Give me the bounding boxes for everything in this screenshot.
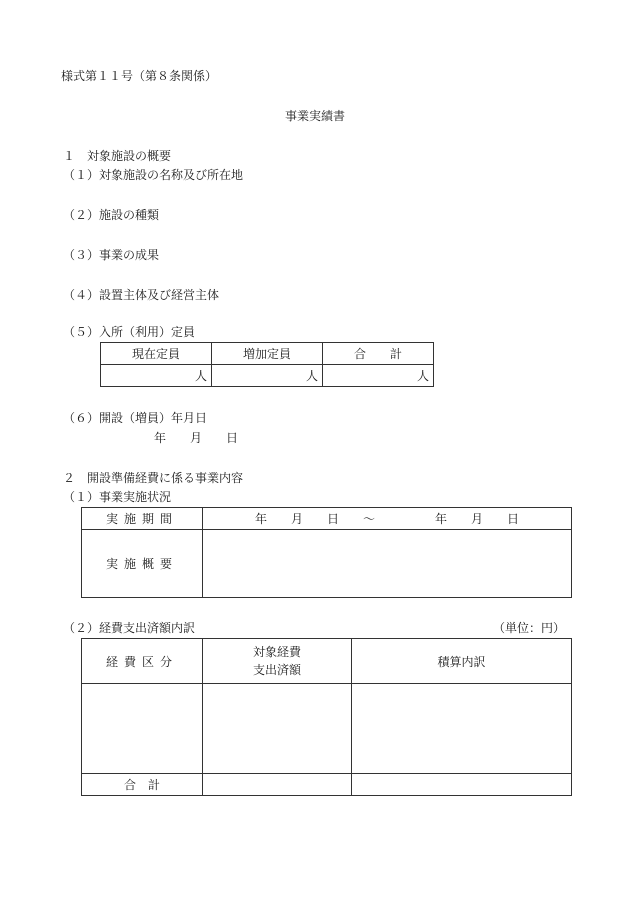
form-number: 様式第１１号（第８条関係） xyxy=(61,69,218,83)
opening-date-label: （６）開設（増員）年月日 xyxy=(63,411,208,425)
period-value: 年 月 日 ～ 年 月 日 xyxy=(203,508,572,530)
total-capacity-unit: 人 xyxy=(323,365,434,387)
total-breakdown-cell xyxy=(352,774,572,796)
expense-amount-header xyxy=(203,639,352,684)
expense-amount-header-line2: 支出済額 xyxy=(252,663,301,677)
expense-amount-header-line1: 対象経費 xyxy=(252,645,301,659)
capacity-table xyxy=(100,342,434,387)
expense-amount-cell xyxy=(203,684,352,774)
increase-capacity-header: 増加定員 xyxy=(212,343,323,365)
increase-capacity-unit: 人 xyxy=(212,365,323,387)
facility-type-label: （２）施設の種類 xyxy=(63,208,160,222)
summary-value xyxy=(203,530,572,598)
implementation-status-label: （１）事業実施状況 xyxy=(63,490,172,504)
capacity-label: （５）入所（利用）定員 xyxy=(63,325,196,339)
page-title: 事業実績書 xyxy=(285,109,346,123)
period-label: 実施期間 xyxy=(82,508,203,530)
total-capacity-header: 合 計 xyxy=(323,343,434,365)
current-capacity-unit: 人 xyxy=(101,365,212,387)
implementation-table xyxy=(81,507,572,598)
section-2-heading: ２ 開設準備経費に係る事業内容 xyxy=(63,471,244,485)
summary-label: 実施概要 xyxy=(82,530,203,598)
total-label: 合 計 xyxy=(82,774,203,796)
calculation-breakdown-cell xyxy=(352,684,572,774)
expense-table xyxy=(81,638,572,796)
expense-breakdown-label: （２）経費支出済額内訳 xyxy=(63,621,196,635)
total-amount-cell xyxy=(203,774,352,796)
unit-note: （単位：円） xyxy=(493,621,566,635)
expense-category-cell xyxy=(82,684,203,774)
expense-category-header: 経費区分 xyxy=(82,639,203,684)
calculation-breakdown-header: 積算内訳 xyxy=(352,639,572,684)
business-results-label: （３）事業の成果 xyxy=(63,248,160,262)
current-capacity-header: 現在定員 xyxy=(101,343,212,365)
founder-operator-label: （４）設置主体及び経営主体 xyxy=(63,288,220,302)
opening-date-value: 年 月 日 xyxy=(154,431,239,445)
section-1-heading: １ 対象施設の概要 xyxy=(63,149,172,163)
facility-name-label: （１）対象施設の名称及び所在地 xyxy=(63,168,244,182)
